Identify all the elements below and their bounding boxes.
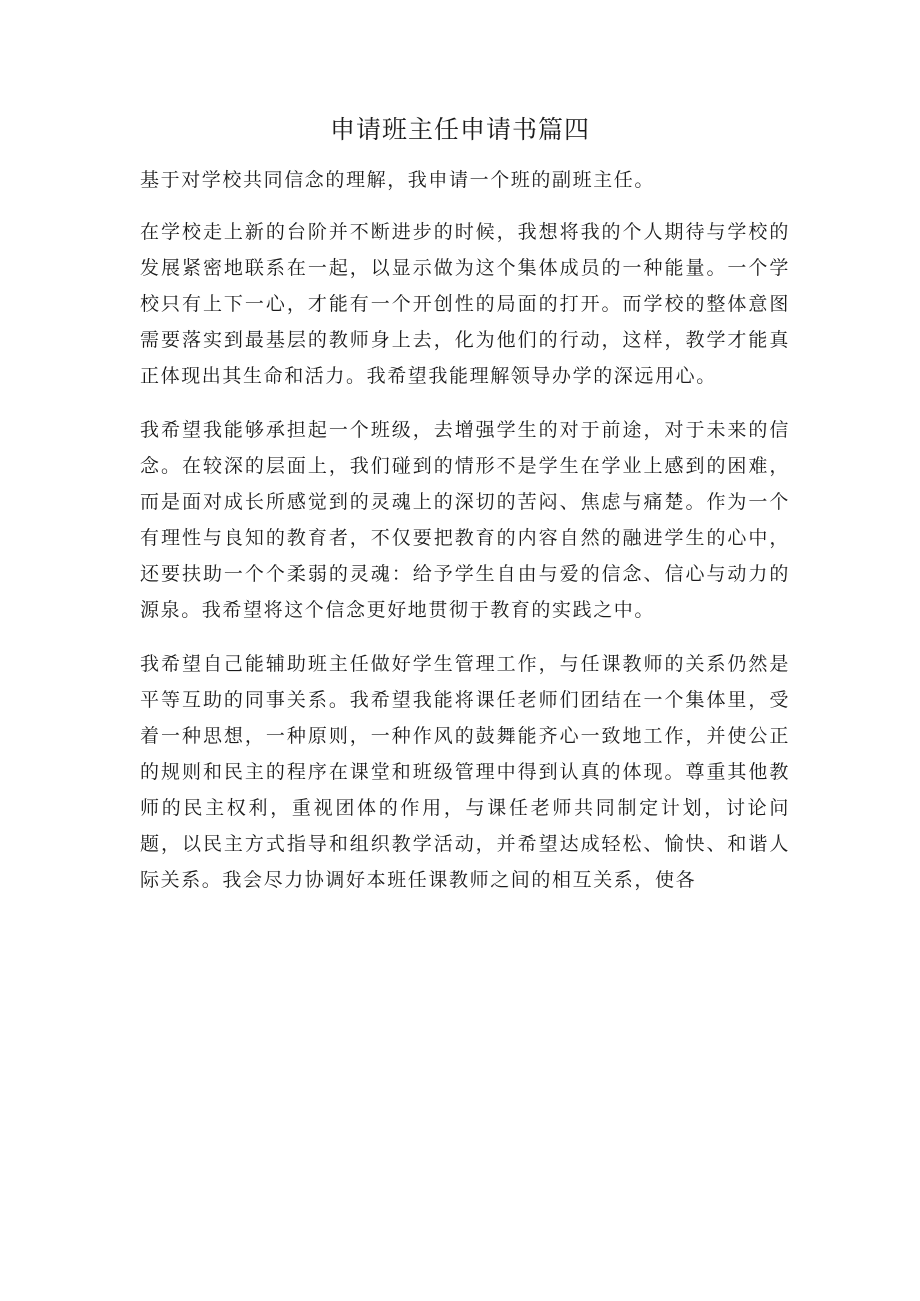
paragraph-1: 基于对学校共同信念的理解，我申请一个班的副班主任。 xyxy=(140,169,656,191)
paragraph-2: 在学校走上新的台阶并不断进步的时候，我想将我的个人期待与学校的发展紧密地联系在一起，以显示做为这个集体成员的一种能量。一个学校只有上下一心，才能有一个开创性的局面的打开。而学校的整体意图需要落实到最基层的教师身上去，化为他们的行动，这样，教学才能真正体现出其生命和活力。我希望我能理解领导办学的深远用心。 xyxy=(140,221,790,387)
paragraph-4: 我希望自己能辅助班主任做好学生管理工作，与任课教师的关系仍然是平等互助的同事关系。我希望我能将课任老师们团结在一个集体里，受着一种思想，一种原则，一种作风的鼓舞能齐心一致地工作，并使公正的规则和民主的程序在课堂和班级管理中得到认真的体现。尊重其他教师的民主权利，重视团体的作用，与课任老师共同制定计划，讨论问题，以民主方式指导和组织教学活动，并希望达成轻松、愉快、和谐人际关系。我会尽力协调好本班任课教师之间的相互关系，使各 xyxy=(140,653,790,891)
paragraph-3: 我希望我能够承担起一个班级，去增强学生的对于前途，对于未来的信念。在较深的层面上，我们碰到的情形不是学生在学业上感到的困难，而是面对成长所感觉到的灵魂上的深切的苦闷、焦虑与痛楚。作为一个有理性与良知的教育者，不仅要把教育的内容自然的融进学生的心中，还要扶助一个个柔弱的灵魂：给予学生自由与爱的信念、信心与动力的源泉。我希望将这个信念更好地贯彻于教育的实践之中。 xyxy=(140,419,790,621)
document-title: 申请班主任申请书篇四 xyxy=(329,115,590,144)
document-body xyxy=(140,162,790,916)
